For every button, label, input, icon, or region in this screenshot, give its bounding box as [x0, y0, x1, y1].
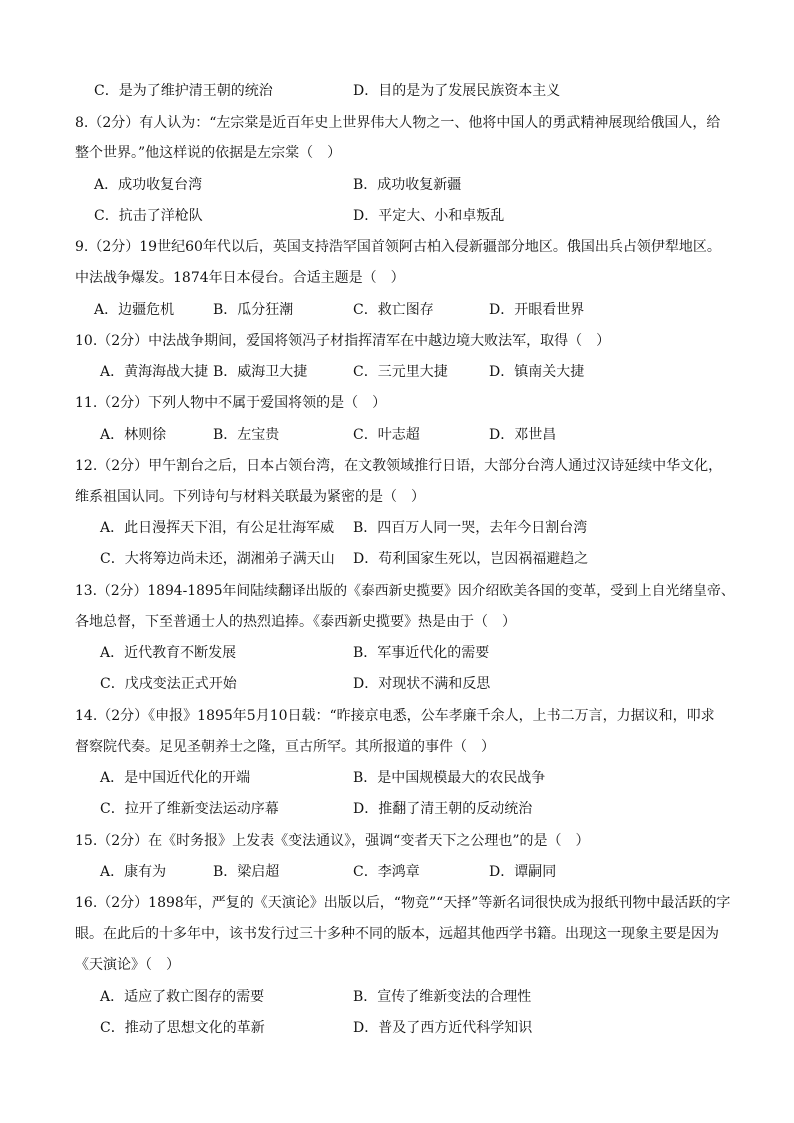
option-a: A．近代教育不断发展 — [100, 645, 237, 661]
option-a: A．林则徐 — [100, 427, 167, 443]
option-row — [75, 768, 735, 788]
option-c: C．抗击了洋枪队 — [94, 208, 203, 224]
option-c: C．三元里大捷 — [353, 364, 448, 380]
option-b: B．军事近代化的需要 — [353, 645, 490, 661]
option-d: D．对现状不满和反思 — [353, 676, 491, 692]
option-c: C．拉开了维新变法运动序幕 — [100, 801, 279, 817]
option-d: D．推翻了清王朝的反动统治 — [353, 801, 533, 817]
option-d: D．平定大、小和卓叛乱 — [353, 208, 505, 224]
option-c: C．叶志超 — [353, 427, 420, 443]
option-a: A．黄海海战大捷 — [100, 364, 209, 380]
option-b: B．是中国规模最大的农民战争 — [353, 770, 546, 786]
question-12-stem-line-2: 维系祖国认同。下列诗句与材料关联最为紧密的是（ ） — [75, 489, 425, 505]
option-row — [75, 799, 735, 819]
option-d: D．普及了西方近代科学知识 — [353, 1020, 533, 1036]
option-a: A．此日漫挥天下泪，有公足壮海军威 — [100, 520, 335, 536]
option-a: A．是中国近代化的开端 — [100, 770, 251, 786]
option-row — [75, 862, 735, 882]
question-10-stem: 10.（2分）中法战争期间，爱国将领冯子材指挥清军在中越边境大败法军，取得（ ） — [75, 333, 611, 349]
option-b: B．四百万人同一哭，去年今日割台湾 — [353, 520, 588, 536]
option-c: C．大将筹边尚未还，湖湘弟子满天山 — [100, 551, 335, 567]
option-d: D．苟利国家生死以，岂因祸福避趋之 — [353, 551, 589, 567]
option-b: B．瓜分狂潮 — [213, 302, 294, 318]
question-16-stem-line-3: 《天演论》（ ） — [75, 957, 180, 973]
question-8-stem-line-2: 整个世界。”他这样说的依据是左宗棠（ ） — [75, 145, 342, 161]
option-row — [75, 987, 735, 1007]
option-b: B．威海卫大捷 — [213, 364, 308, 380]
option-c: C．戊戌变法正式开始 — [100, 676, 237, 692]
option-b: B．左宝贵 — [213, 427, 280, 443]
question-9-stem-line-1: 9.（2分）19世纪60年代以后，英国支持浩罕国首领阿古柏入侵新疆部分地区。俄国出兵占领伊犁地区。 — [75, 239, 721, 255]
option-a: A．成功收复台湾 — [94, 177, 203, 193]
option-c: C．李鸿章 — [353, 864, 420, 880]
question-11-stem: 11.（2分）下列人物中不属于爱国将领的是（ ） — [75, 395, 387, 411]
option-d: D．谭嗣同 — [489, 864, 557, 880]
option-b: B．成功收复新疆 — [353, 177, 462, 193]
option-b: B．宣传了维新变法的合理性 — [353, 989, 532, 1005]
question-8-stem-line-1: 8.（2分）有人认为：“左宗棠是近百年史上世界伟大人物之一、他将中国人的勇武精神展现给俄国人，给 — [75, 115, 721, 131]
option-row — [75, 206, 735, 226]
question-13-stem-line-2: 各地总督，下至普通士人的热烈追捧。《泰西新史揽要》热是由于（ ） — [75, 614, 516, 630]
option-row — [75, 300, 735, 320]
question-14-stem-line-1: 14.（2分）《申报》1895年5月10日载：“昨接京电悉，公车孝廉千余人，上书二万言，力据议和，叩求 — [75, 708, 715, 724]
option-row — [75, 1018, 735, 1038]
option-b: B．梁启超 — [213, 864, 280, 880]
question-9-stem-line-2: 中法战争爆发。1874年日本侵台。合适主题是（ ） — [75, 270, 405, 286]
question-14-stem-line-2: 督察院代奏。足见圣朝养士之隆，亘古所罕。其所报道的事件（ ） — [75, 739, 495, 755]
option-c: C．救亡图存 — [353, 302, 434, 318]
option-a: A．适应了救亡图存的需要 — [100, 989, 265, 1005]
option-c: C．推动了思想文化的革新 — [100, 1020, 265, 1036]
option-row — [75, 175, 735, 195]
question-12-stem-line-1: 12.（2分）甲午割台之后，日本占领台湾，在文教领域推行日语，大部分台湾人通过汉诗延续中华文化， — [75, 458, 723, 474]
option-c: C．是为了维护清王朝的统治 — [94, 83, 273, 99]
option-d: D．邓世昌 — [489, 427, 557, 443]
question-15-stem: 15.（2分）在《时务报》上发表《变法通议》，强调“变者天下之公理也”的是（ ） — [75, 833, 590, 849]
question-13-stem-line-1: 13.（2分）1894-1895年间陆续翻译出版的《泰西新史揽要》因介绍欧美各国的变革，受到上自光绪皇帝、 — [75, 583, 735, 599]
option-row — [75, 362, 735, 382]
question-16-stem-line-1: 16.（2分）1898年，严复的《天演论》出版以后，“物竞”“天择”等新名词很快成为报纸刊物中最活跃的字 — [75, 895, 731, 911]
option-a: A．边疆危机 — [94, 302, 175, 318]
option-a: A．康有为 — [100, 864, 167, 880]
option-row — [75, 425, 735, 445]
option-row — [75, 674, 735, 694]
option-d: D．目的是为了发展民族资本主义 — [353, 83, 561, 99]
option-d: D．镇南关大捷 — [489, 364, 585, 380]
option-d: D．开眼看世界 — [489, 302, 585, 318]
question-16-stem-line-2: 眼。在此后的十多年中，该书发行过三十多种不同的版本，远超其他西学书籍。出现这一现象主要是因为 — [75, 926, 719, 942]
option-row — [75, 643, 735, 663]
option-row — [75, 549, 735, 569]
option-row — [75, 81, 735, 101]
option-row — [75, 518, 735, 538]
